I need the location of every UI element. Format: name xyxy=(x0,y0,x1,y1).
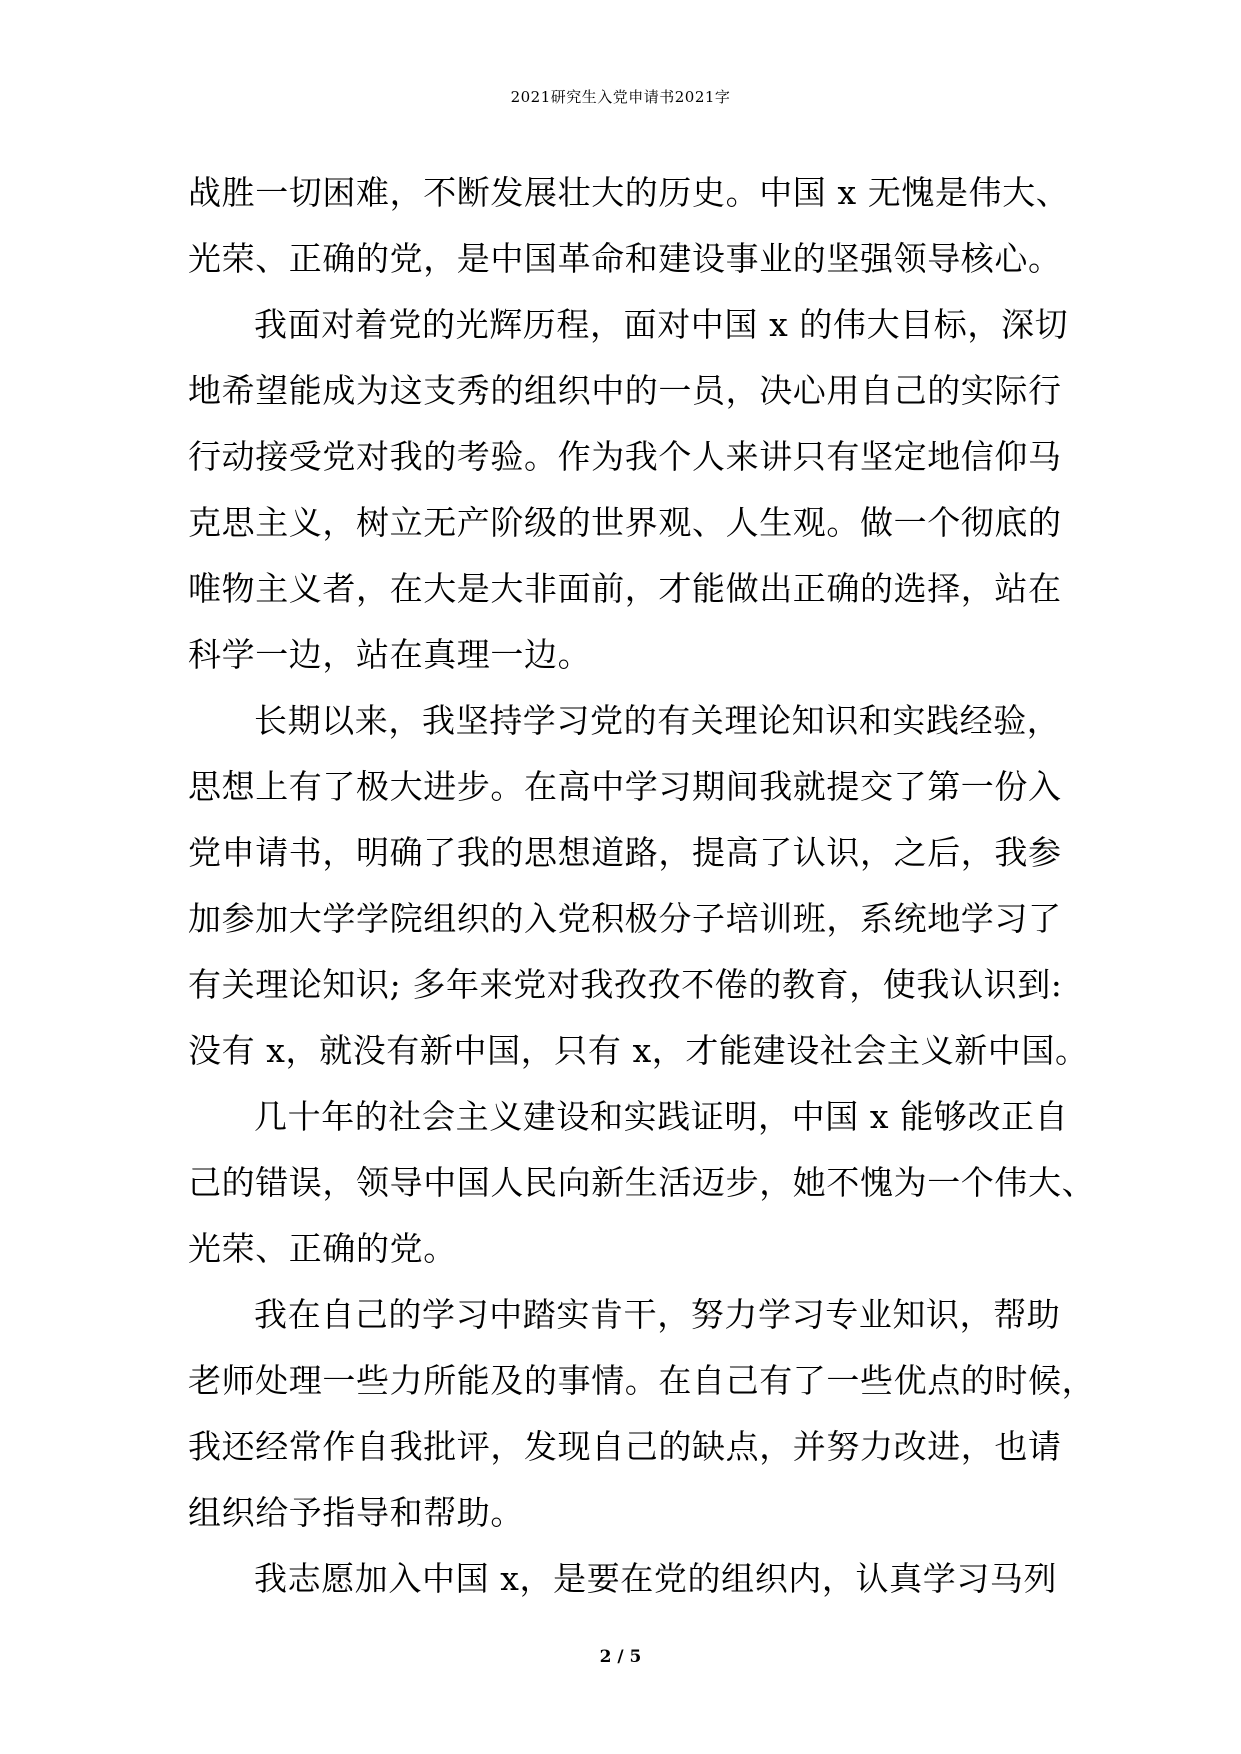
text-line: 有关理论知识; 多年来党对我孜孜不倦的教育，使我认识到: xyxy=(188,965,1063,1004)
text-line: 老师处理一些力所能及的事情。在自己有了一些优点的时候， xyxy=(188,1361,1096,1400)
text-line: 己的错误，领导中国人民向新生活迈步，她不愧为一个伟大、 xyxy=(188,1163,1096,1202)
text-line: 我还经常作自我批评，发现自己的缺点，并努力改进，也请 xyxy=(188,1427,1062,1466)
paragraph-first-line: 长期以来，我坚持学习党的有关理论知识和实践经验， xyxy=(254,701,1061,740)
text-line: 行动接受党对我的考验。作为我个人来讲只有坚定地信仰马 xyxy=(188,437,1062,476)
text-line: 党申请书，明确了我的思想道路，提高了认识，之后，我参 xyxy=(188,833,1062,872)
page-header-title: 2021研究生入党申请书2021字 xyxy=(510,88,731,106)
text-line: 光荣、正确的党，是中国革命和建设事业的坚强领导核心。 xyxy=(188,239,1062,278)
paragraph-first-line: 我在自己的学习中踏实肯干，努力学习专业知识，帮助 xyxy=(254,1295,1061,1334)
text-line: 克思主义，树立无产阶级的世界观、人生观。做一个彻底的 xyxy=(188,503,1062,542)
text-line: 地希望能成为这支秀的组织中的一员，决心用自己的实际行 xyxy=(188,371,1062,410)
document-body xyxy=(188,160,1096,1612)
text-line: 战胜一切困难，不断发展壮大的历史。中国 x 无愧是伟大、 xyxy=(188,173,1070,212)
text-line: 科学一边，站在真理一边。 xyxy=(188,635,592,674)
text-line: 加参加大学学院组织的入党积极分子培训班，系统地学习了 xyxy=(188,899,1062,938)
text-line: 组织给予指导和帮助。 xyxy=(188,1493,524,1532)
text-line: 唯物主义者，在大是大非面前，才能做出正确的选择，站在 xyxy=(188,569,1062,608)
text-line: 没有 x，就没有新中国，只有 x，才能建设社会主义新中国。 xyxy=(188,1031,1089,1070)
paragraph-first-line: 我志愿加入中国 x，是要在党的组织内，认真学习马列 xyxy=(254,1559,1058,1598)
paragraph-first-line: 几十年的社会主义建设和实践证明，中国 x 能够改正自 xyxy=(254,1097,1069,1136)
text-line: 光荣、正确的党。 xyxy=(188,1229,457,1268)
page-number: 2 / 5 xyxy=(599,1647,642,1667)
text-line: 思想上有了极大进步。在高中学习期间我就提交了第一份入 xyxy=(188,767,1062,806)
paragraph-first-line: 我面对着党的光辉历程，面对中国 x 的伟大目标，深切 xyxy=(254,305,1069,344)
